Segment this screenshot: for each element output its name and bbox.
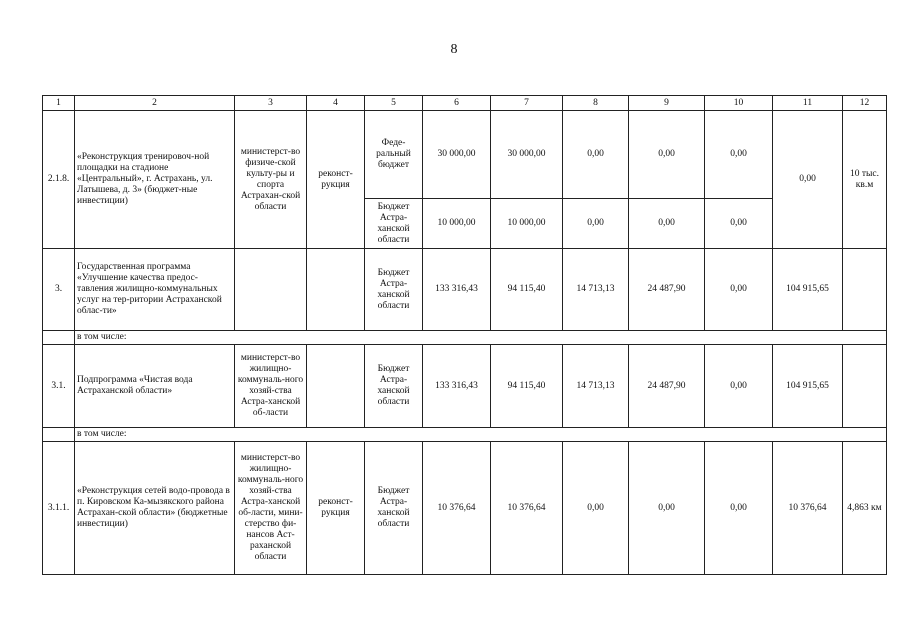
value-cell: 10 376,64 bbox=[423, 442, 491, 575]
value-cell: 0,00 bbox=[773, 111, 843, 249]
row-number: 3.1.1. bbox=[43, 442, 75, 575]
value-cell: 10 376,64 bbox=[773, 442, 843, 575]
value-cell: 30 000,00 bbox=[491, 111, 563, 199]
column-header: 8 bbox=[563, 96, 629, 111]
funding-source: Бюджет Астра-ханской области bbox=[365, 345, 423, 428]
value-cell: 0,00 bbox=[705, 442, 773, 575]
empty-cell bbox=[43, 428, 75, 442]
row-name: Подпрограмма «Чистая вода Астраханской области» bbox=[75, 345, 235, 428]
value-cell: 0,00 bbox=[563, 442, 629, 575]
row-executor bbox=[235, 249, 307, 331]
value-cell: 133 316,43 bbox=[423, 345, 491, 428]
table-row bbox=[43, 428, 887, 442]
including-label: в том числе: bbox=[75, 331, 887, 345]
header-row bbox=[43, 96, 887, 111]
funding-source: Феде-ральный бюджет bbox=[365, 111, 423, 199]
value-cell: 30 000,00 bbox=[423, 111, 491, 199]
row-type bbox=[307, 345, 365, 428]
row-type: реконст-рукция bbox=[307, 111, 365, 249]
value-cell: 0,00 bbox=[705, 249, 773, 331]
value-cell: 0,00 bbox=[629, 111, 705, 199]
value-cell: 4,863 км bbox=[843, 442, 887, 575]
column-header: 12 bbox=[843, 96, 887, 111]
row-name: «Реконструкция тренировоч-ной площадки на стадионе «Центральный», г. Астрахань, ул. Латышева, д. 3» (бюджет-ные инвестиции) bbox=[75, 111, 235, 249]
value-cell: 0,00 bbox=[629, 199, 705, 249]
row-name: «Реконструкция сетей водо-провода в п. Кировском Ка-мызякского района Астрахан-ской области» (бюджетные инвестиции) bbox=[75, 442, 235, 575]
empty-cell bbox=[43, 331, 75, 345]
value-cell: 0,00 bbox=[563, 199, 629, 249]
value-cell: 0,00 bbox=[629, 442, 705, 575]
value-cell: 104 915,65 bbox=[773, 249, 843, 331]
value-cell: 0,00 bbox=[705, 111, 773, 199]
column-header: 10 bbox=[705, 96, 773, 111]
row-executor: министерст-во жилищно-коммуналь-ного хозяй-ства Астра-ханской об-ласти bbox=[235, 345, 307, 428]
funding-source: Бюджет Астра-ханской области bbox=[365, 199, 423, 249]
value-cell: 10 000,00 bbox=[491, 199, 563, 249]
column-header: 1 bbox=[43, 96, 75, 111]
column-header: 5 bbox=[365, 96, 423, 111]
table-row bbox=[43, 442, 887, 575]
value-cell: 0,00 bbox=[563, 111, 629, 199]
value-cell: 10 000,00 bbox=[423, 199, 491, 249]
value-cell: 14 713,13 bbox=[563, 249, 629, 331]
column-header: 11 bbox=[773, 96, 843, 111]
value-cell bbox=[843, 249, 887, 331]
value-cell: 14 713,13 bbox=[563, 345, 629, 428]
value-cell: 0,00 bbox=[705, 199, 773, 249]
row-executor: министерст-во физиче-ской культу-ры и спорта Астрахан-ской области bbox=[235, 111, 307, 249]
row-type: реконст-рукция bbox=[307, 442, 365, 575]
row-name: Государственная программа «Улучшение качества предос-тавления жилищно-коммунальных услуг на тер-ритории Астраханской облас-ти» bbox=[75, 249, 235, 331]
column-header: 6 bbox=[423, 96, 491, 111]
column-header: 9 bbox=[629, 96, 705, 111]
value-cell: 133 316,43 bbox=[423, 249, 491, 331]
column-header: 3 bbox=[235, 96, 307, 111]
column-header: 7 bbox=[491, 96, 563, 111]
program-table bbox=[42, 95, 887, 575]
column-header: 2 bbox=[75, 96, 235, 111]
value-cell: 0,00 bbox=[705, 345, 773, 428]
row-number: 2.1.8. bbox=[43, 111, 75, 249]
value-cell bbox=[843, 345, 887, 428]
including-label: в том числе: bbox=[75, 428, 887, 442]
value-cell: 10 тыс. кв.м bbox=[843, 111, 887, 249]
row-number: 3.1. bbox=[43, 345, 75, 428]
value-cell: 24 487,90 bbox=[629, 345, 705, 428]
value-cell: 104 915,65 bbox=[773, 345, 843, 428]
table-row bbox=[43, 331, 887, 345]
value-cell: 24 487,90 bbox=[629, 249, 705, 331]
table-row bbox=[43, 111, 887, 199]
funding-source: Бюджет Астра-ханской области bbox=[365, 249, 423, 331]
funding-source: Бюджет Астра-ханской области bbox=[365, 442, 423, 575]
table-row bbox=[43, 249, 887, 331]
value-cell: 94 115,40 bbox=[491, 249, 563, 331]
page-number: 8 bbox=[450, 42, 458, 57]
value-cell: 10 376,64 bbox=[491, 442, 563, 575]
row-executor: министерст-во жилищно-коммуналь-ного хозяй-ства Астра-ханской об-ласти, мини-стерство фи-нансов Аст-раханской области bbox=[235, 442, 307, 575]
table-row bbox=[43, 345, 887, 428]
column-header: 4 bbox=[307, 96, 365, 111]
row-number: 3. bbox=[43, 249, 75, 331]
row-type bbox=[307, 249, 365, 331]
value-cell: 94 115,40 bbox=[491, 345, 563, 428]
